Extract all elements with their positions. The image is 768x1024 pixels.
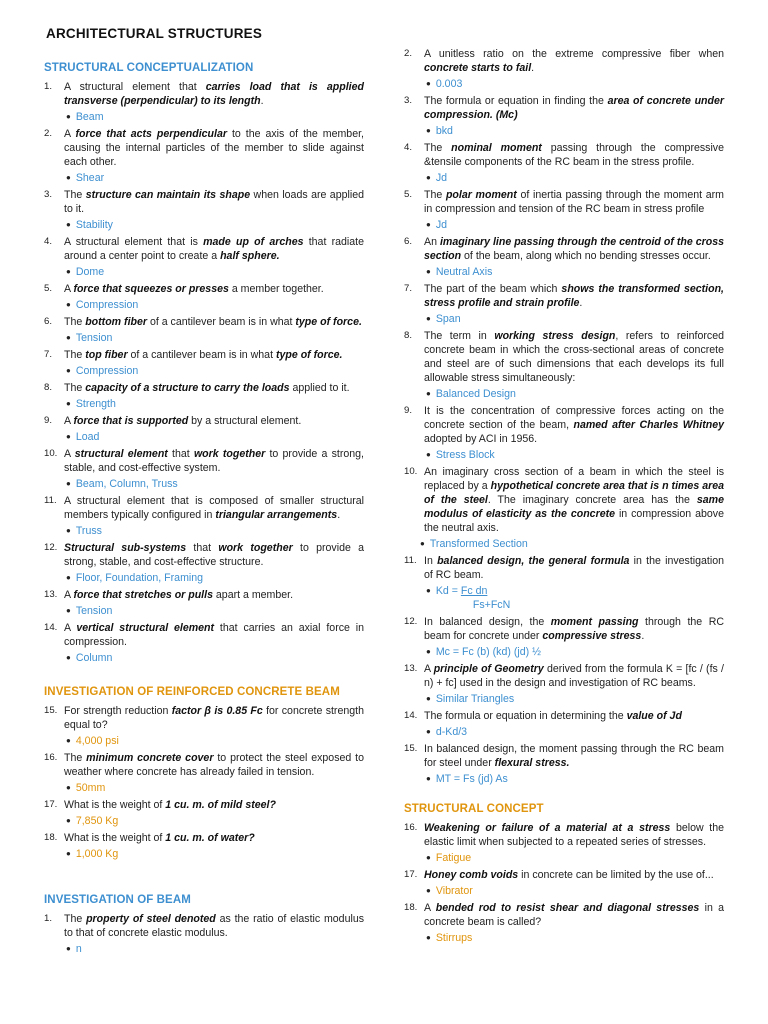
- answer-item: ● 7,850 Kg: [66, 815, 119, 827]
- question-item: 16. The minimum concrete cover to protect the steel exposed to weather where concrete has already failed in tension.: [44, 752, 365, 778]
- question-item: 3. The formula or equation in finding the area of concrete under compression. (Mc): [404, 95, 724, 121]
- question-item: 13. A principle of Geometry derived from the formula K = [fc / (fs / n) + fc] used in the design and investigation of RC beams.: [404, 663, 724, 689]
- question-item: 13. A force that stretches or pulls apart a member.: [44, 589, 294, 601]
- answer-item: ● Vibrator: [426, 885, 473, 897]
- question-item: 18. What is the weight of 1 cu. m. of water?: [44, 832, 255, 844]
- question-item: 7. The top fiber of a cantilever beam is in what type of force.: [44, 349, 343, 361]
- section-heading: STRUCTURAL CONCEPTUALIZATION: [44, 62, 254, 74]
- answer-item: ● Stirrups: [426, 932, 473, 944]
- question-item: 11. In balanced design, the general formula in the investigation of RC beam.: [404, 555, 724, 581]
- answer-item: ● Dome: [66, 266, 105, 278]
- question-item: 8. The capacity of a structure to carry the loads applied to it.: [44, 382, 350, 394]
- question-item: 14. A vertical structural element that carries an axial force in compression.: [44, 622, 365, 648]
- question-item: 16. Weakening or failure of a material at a stress below the elastic limit when subjected to a repeated series of stresses.: [404, 822, 725, 848]
- answer-item: ● Load: [66, 431, 100, 443]
- question-item: 6. The bottom fiber of a cantilever beam is in what type of force.: [44, 316, 362, 328]
- answer-item: ● Shear: [66, 172, 105, 184]
- answer-item: ● 4,000 psi: [66, 735, 119, 747]
- question-item: 8. The term in working stress design, refers to reinforced concrete beam in which the cross-sectional areas of concrete and steel are of such dimensions that each develops its full allowable stress simultaneously:: [404, 330, 724, 384]
- answer-item: ● Compression: [66, 365, 139, 377]
- question-item: 17. What is the weight of 1 cu. m. of mild steel?: [44, 799, 276, 811]
- answer-item: ● Fatigue: [426, 852, 472, 864]
- answer-item: ● Kd = $\frac{\text{Fc dn}}{\text{Fs+FcN}}$: [426, 585, 511, 611]
- answer-item: ● Beam: [66, 111, 104, 123]
- answer-item: ● Tension: [66, 605, 113, 617]
- answer-item: ● Strength: [66, 398, 116, 410]
- question-item: 5. The polar moment of inertia passing through the moment arm in compression and tension of the RC beam in stress profile: [404, 189, 724, 215]
- answer-item: ● Jd: [426, 219, 448, 231]
- answer-item: ● Mc = Fc (b) (kd) (jd) ½: [426, 646, 541, 658]
- answer-item: ● Column: [66, 652, 113, 664]
- answer-item: ● Compression: [66, 299, 139, 311]
- question-item: 3. The structure can maintain its shape when loads are applied to it.: [44, 189, 364, 215]
- answer-item: ● Jd: [426, 172, 448, 184]
- answer-item: ● Truss: [66, 525, 102, 537]
- section-heading: INVESTIGATION OF BEAM: [44, 894, 191, 906]
- answer-item: ● 1,000 Kg: [66, 848, 119, 860]
- question-item: 14. The formula or equation in determining the value of Jd: [404, 710, 682, 722]
- question-item: 17. Honey comb voids in concrete can be limited by the use of...: [404, 869, 714, 881]
- answer-item: ● Transformed Section: [420, 538, 528, 550]
- answer-item: ● d-Kd/3: [426, 726, 468, 738]
- answer-item: ● Similar Triangles: [426, 693, 515, 705]
- question-item: 4. A structural element that is made up of arches that radiate around a center point to create a half sphere.: [44, 236, 364, 262]
- answer-item: ● Stability: [66, 219, 113, 231]
- question-item: 12. Structural sub-systems that work together to provide a strong, stable, and cost-effective structure.: [44, 542, 365, 568]
- answer-item: ● n: [66, 943, 82, 955]
- answer-item: ● bkd: [426, 125, 453, 137]
- question-item: 15. For strength reduction factor β is 0.85 Fc for concrete strength equal to?: [44, 705, 364, 731]
- answer-item: ● Tension: [66, 332, 113, 344]
- answer-item: ● Span: [426, 313, 461, 325]
- question-item: 1. The property of steel denoted as the ratio of elastic modulus to that of concrete elastic modulus.: [44, 913, 365, 939]
- document-title: ARCHITECTURAL STRUCTURES: [46, 26, 263, 41]
- question-item: 12. In balanced design, the moment passing through the RC beam for concrete under compressive stress.: [404, 616, 724, 642]
- left-column: [44, 62, 364, 959]
- right-column: [404, 47, 724, 948]
- question-item: 9. It is the concentration of compressive forces acting on the concrete section of the beam, named after Charles Whitney adopted by ACI in 1956.: [404, 405, 724, 445]
- answer-item: ● Neutral Axis: [426, 266, 493, 278]
- answer-item: ● 50mm: [66, 782, 106, 794]
- question-item: 9. A force that is supported by a structural element.: [44, 415, 302, 427]
- question-item: 6. An imaginary line passing through the centroid of the cross section of the beam, along which no bending stresses occur.: [404, 236, 724, 262]
- question-item: 7. The part of the beam which shows the transformed section, stress profile and strain profile.: [404, 283, 724, 309]
- question-item: 2. A unitless ratio on the extreme compressive fiber when concrete starts to fail.: [404, 48, 724, 74]
- question-item: 4. The nominal moment passing through the compressive &tensile components of the RC beam in the stress profile.: [404, 142, 724, 168]
- question-item: 10. A structural element that work together to provide a strong, stable, and cost-effective system.: [44, 448, 364, 474]
- question-item: 1. A structural element that carries load that is applied transverse (perpendicular) to its length.: [44, 81, 364, 107]
- question-item: 15. In balanced design, the moment passing through the RC beam for steel under flexural stress.: [404, 743, 724, 769]
- question-item: 11. A structural element that is composed of smaller structural members typically configured in triangular arrangements.: [44, 495, 364, 521]
- answer-item: ● Stress Block: [426, 449, 495, 461]
- question-item: 10. An imaginary cross section of a beam in which the steel is replaced by a hypothetical concrete area that is n times area of the steel. The imaginary concrete area has the same modulus of elasticity as the concrete in compression above the neutral axis.: [404, 466, 724, 534]
- section-heading: INVESTIGATION OF REINFORCED CONCRETE BEAM: [44, 686, 340, 698]
- answer-item: ● Floor, Foundation, Framing: [66, 572, 204, 584]
- answer-item: ● MT = Fs (jd) As: [426, 773, 508, 785]
- question-item: 2. A force that acts perpendicular to the axis of the member, causing the internal particles of the member to slide against each other.: [44, 128, 364, 168]
- question-item: 5. A force that squeezes or presses a member together.: [44, 283, 324, 295]
- section-heading: STRUCTURAL CONCEPT: [404, 803, 544, 815]
- answer-item: ● Beam, Column, Truss: [66, 478, 178, 490]
- question-item: 18. A bended rod to resist shear and diagonal stresses in a concrete beam is called?: [404, 902, 725, 928]
- answer-item: ● 0.003: [426, 78, 463, 90]
- answer-item: ● Balanced Design: [426, 388, 516, 400]
